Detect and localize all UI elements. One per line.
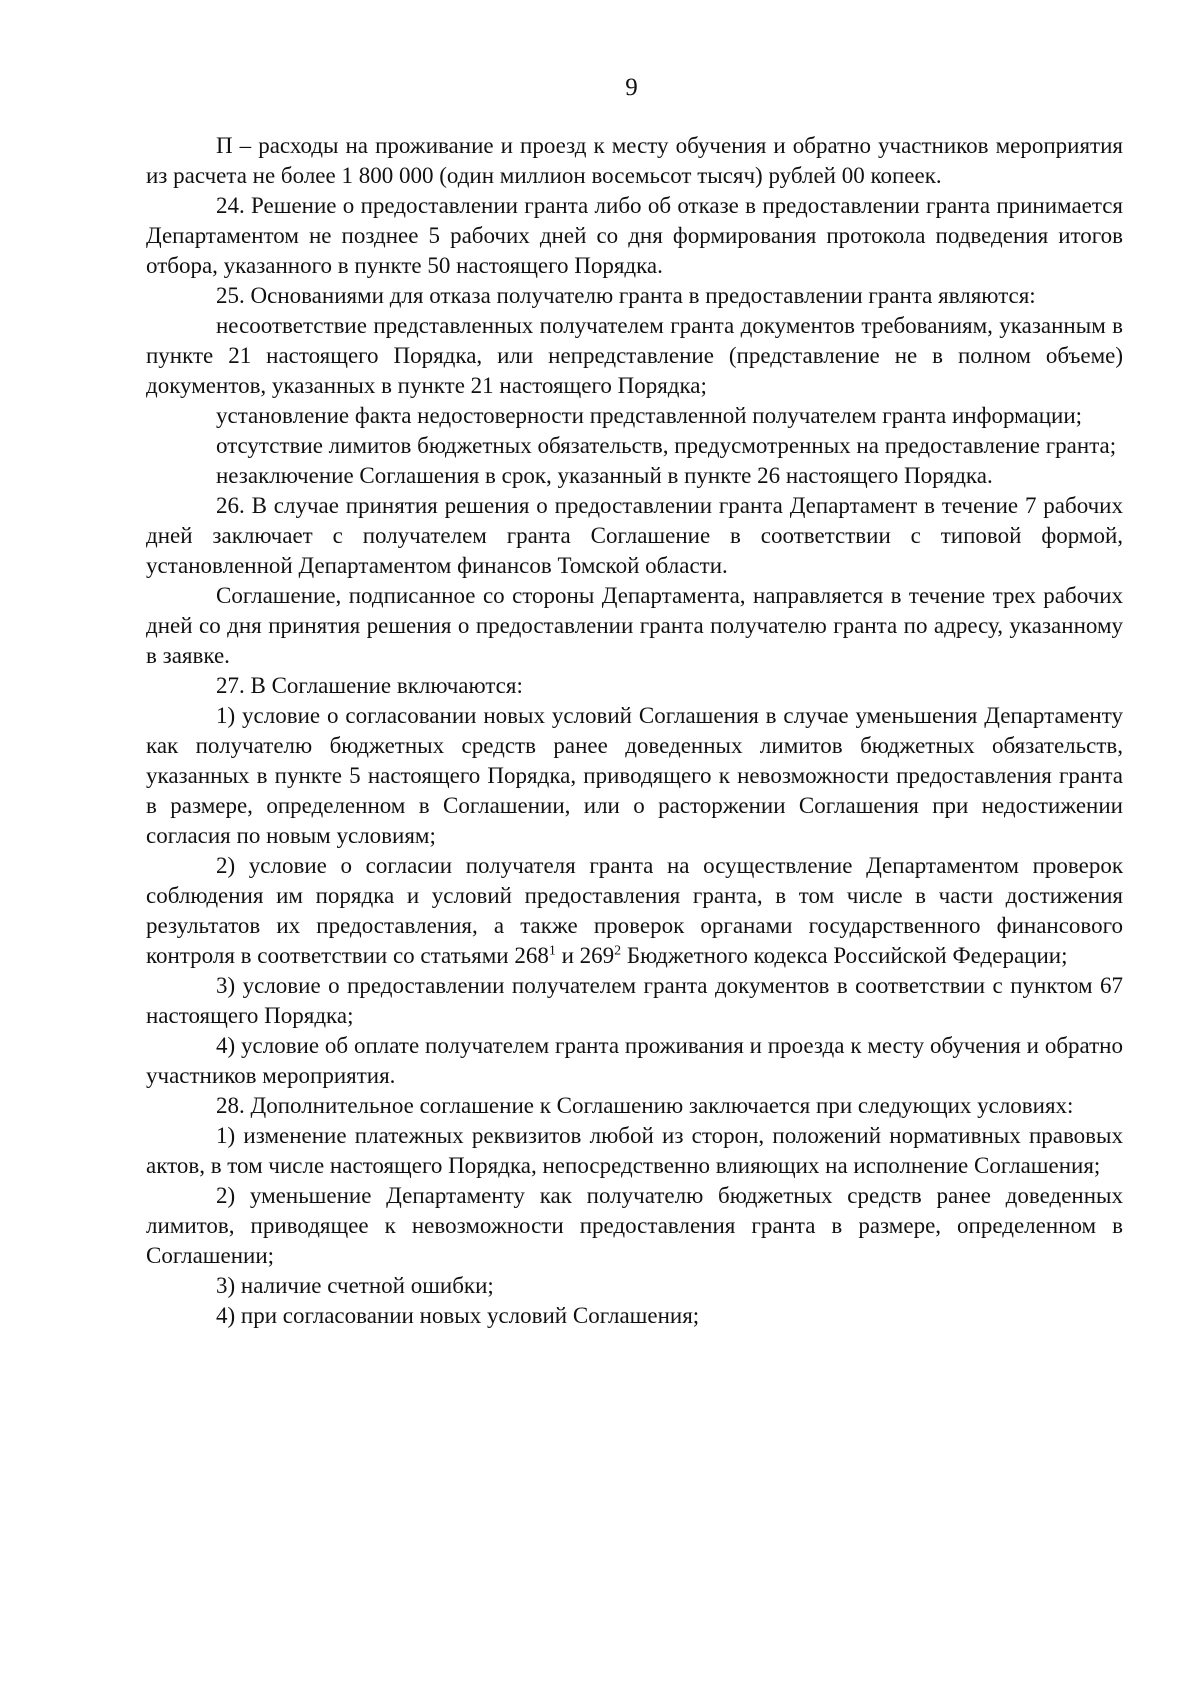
paragraph-25: 25. Основаниями для отказа получателю гранта в предоставлении гранта являются: [216,283,1036,308]
refusal-reason-false-info: установление факта недостоверности представленной получателем гранта информации; [216,403,1083,428]
superscript-1: 1 [548,943,556,959]
refusal-reason-documents: несоответствие представленных получателем гранта документов требованиям, указанным в пункте 21 настоящего Порядка, или непредставление (представление не в полном объеме) документов, указанных в пункте 21 настоящего Порядка; [146,313,1123,398]
amendment-condition-4: 4) при согласовании новых условий Соглашения; [216,1303,700,1328]
page-number: 9 [625,74,638,101]
refusal-reason-no-limits: отсутствие лимитов бюджетных обязательств, предусмотренных на предоставление гранта; [216,433,1117,458]
amendment-condition-3: 3) наличие счетной ошибки; [216,1273,494,1298]
amendment-condition-1: 1) изменение платежных реквизитов любой из сторон, положений нормативных правовых актов, в том числе настоящего Порядка, непосредственно влияющих на исполнение Соглашения; [146,1123,1123,1178]
refusal-reason-no-agreement: незаключение Соглашения в срок, указанный в пункте 26 настоящего Порядка. [216,463,993,488]
paragraph-24: 24. Решение о предоставлении гранта либо об отказе в предоставлении гранта принимается Департаментом не позднее 5 рабочих дней со дня формирования протокола подведения итогов отбора, указанного в пункте 50 настоящего Порядка. [146,193,1123,278]
agreement-condition-3: 3) условие о предоставлении получателем гранта документов в соответствии с пунктом 67 настоящего Порядка; [146,973,1123,1028]
amendment-condition-2: 2) уменьшение Департаменту как получателю бюджетных средств ранее доведенных лимитов, приводящее к невозможности предоставления гранта в размере, определенном в Соглашении; [146,1183,1123,1268]
agreement-condition-2-and: и 269 [561,943,615,968]
agreement-condition-4: 4) условие об оплате получателем гранта проживания и проезда к месту обучения и обратно участников мероприятия. [146,1033,1123,1088]
paragraph-26: 26. В случае принятия решения о предоставлении гранта Департамент в течение 7 рабочих дней заключает с получателем гранта Соглашение в соответствии с типовой формой, установленной Департаментом финансов Томской области. [146,493,1123,578]
paragraph-27: 27. В Соглашение включаются: [216,673,523,698]
superscript-2: 2 [614,943,622,959]
document-body [146,131,1123,1331]
agreement-condition-2-text: 2) условие о согласии получателя гранта на осуществление Департаментом проверок соблюдения им порядка и условий предоставления гранта, в том числе в части достижения результатов их предоставления, а также проверок органами государственного финансового контроля в соответствии со статьями 268 [146,853,1123,968]
paragraph-agreement-sending: Соглашение, подписанное со стороны Департамента, направляется в течение трех рабочих дней со дня принятия решения о предоставлении гранта получателю гранта по адресу, указанному в заявке. [146,583,1123,668]
paragraph-travel-expenses: П – расходы на проживание и проезд к месту обучения и обратно участников мероприятия из расчета не более 1 800 000 (один миллион восемьсот тысяч) рублей 00 копеек. [146,133,1123,188]
agreement-condition-1: 1) условие о согласовании новых условий Соглашения в случае уменьшения Департаменту как получателю бюджетных средств ранее доведенных лимитов бюджетных обязательств, указанных в пункте 5 настоящего Порядка, приводящего к невозможности предоставления гранта в размере, определенном в Соглашении, или о расторжении Соглашения при недостижении согласия по новым условиям; [146,703,1123,848]
paragraph-28: 28. Дополнительное соглашение к Соглашению заключается при следующих условиях: [216,1093,1074,1118]
agreement-condition-2 [146,851,1123,971]
agreement-condition-2-tail: Бюджетного кодекса Российской Федерации; [626,943,1068,968]
